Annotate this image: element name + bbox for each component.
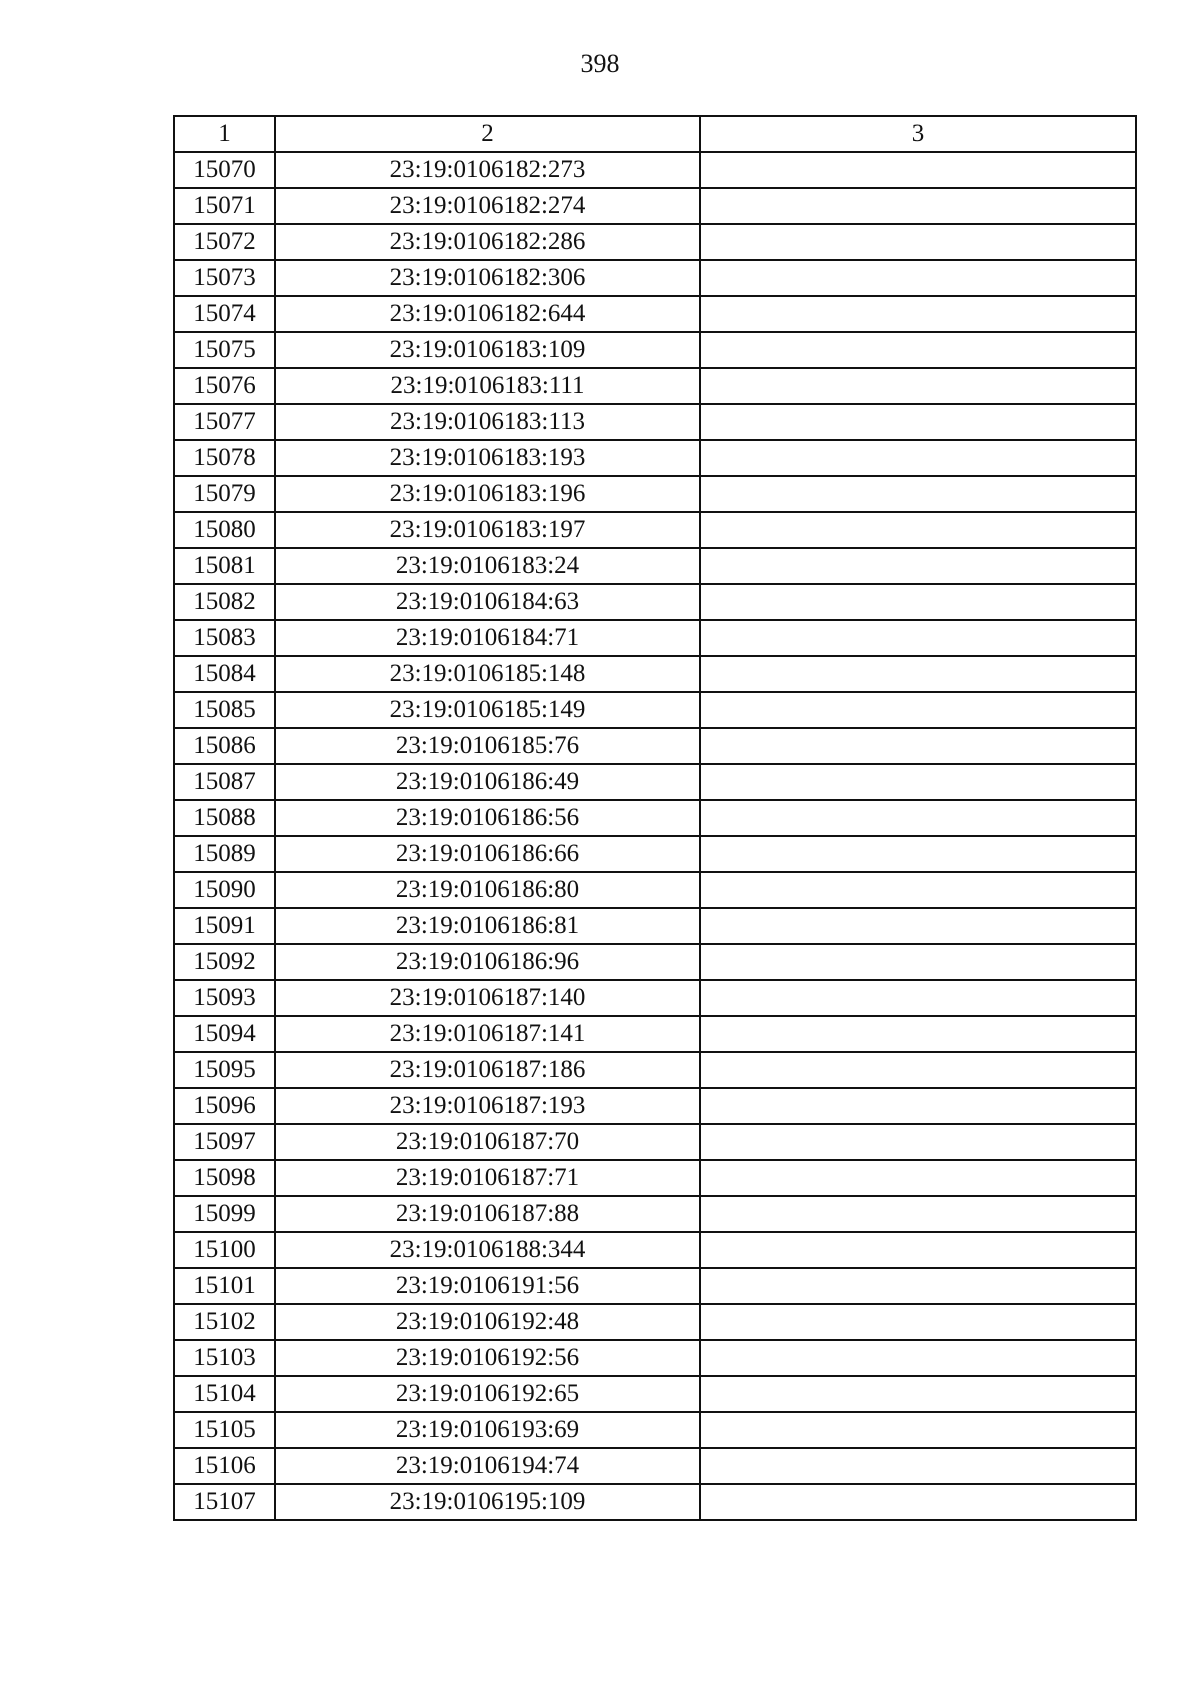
note-cell: [700, 224, 1136, 260]
row-number-cell: 15073: [174, 260, 275, 296]
cadastral-number-cell: 23:19:0106194:74: [275, 1448, 700, 1484]
table-row: [174, 368, 1136, 404]
note-cell: [700, 836, 1136, 872]
table-row: [174, 1196, 1136, 1232]
cadastral-number-cell: 23:19:0106182:274: [275, 188, 700, 224]
table-row: [174, 224, 1136, 260]
row-number-cell: 15101: [174, 1268, 275, 1304]
note-cell: [700, 512, 1136, 548]
note-cell: [700, 620, 1136, 656]
row-number-cell: 15079: [174, 476, 275, 512]
table-row: [174, 1376, 1136, 1412]
table-row: [174, 1448, 1136, 1484]
row-number-cell: 15084: [174, 656, 275, 692]
cadastral-number-cell: 23:19:0106187:186: [275, 1052, 700, 1088]
table-row: [174, 1304, 1136, 1340]
note-cell: [700, 728, 1136, 764]
cadastral-number-cell: 23:19:0106187:193: [275, 1088, 700, 1124]
cadastral-number-cell: 23:19:0106184:63: [275, 584, 700, 620]
table-row: [174, 188, 1136, 224]
cadastral-number-cell: 23:19:0106183:196: [275, 476, 700, 512]
note-cell: [700, 1124, 1136, 1160]
note-cell: [700, 800, 1136, 836]
note-cell: [700, 584, 1136, 620]
row-number-cell: 15082: [174, 584, 275, 620]
row-number-cell: 15078: [174, 440, 275, 476]
cadastral-number-cell: 23:19:0106182:286: [275, 224, 700, 260]
cadastral-number-cell: 23:19:0106187:70: [275, 1124, 700, 1160]
table-row: [174, 584, 1136, 620]
note-cell: [700, 332, 1136, 368]
row-number-cell: 15080: [174, 512, 275, 548]
note-cell: [700, 1088, 1136, 1124]
cadastral-number-cell: 23:19:0106182:644: [275, 296, 700, 332]
row-number-cell: 15070: [174, 152, 275, 188]
note-cell: [700, 656, 1136, 692]
row-number-cell: 15074: [174, 296, 275, 332]
table-row: [174, 620, 1136, 656]
table-row: [174, 1052, 1136, 1088]
note-cell: [700, 1196, 1136, 1232]
cadastral-number-cell: 23:19:0106183:113: [275, 404, 700, 440]
table-row: [174, 908, 1136, 944]
cadastral-number-cell: 23:19:0106186:80: [275, 872, 700, 908]
row-number-cell: 15097: [174, 1124, 275, 1160]
cadastral-number-cell: 23:19:0106186:56: [275, 800, 700, 836]
note-cell: [700, 1484, 1136, 1520]
row-number-cell: 15077: [174, 404, 275, 440]
page-number: 398: [580, 49, 620, 78]
note-cell: [700, 1268, 1136, 1304]
cadastral-number-cell: 23:19:0106186:49: [275, 764, 700, 800]
cadastral-number-cell: 23:19:0106186:66: [275, 836, 700, 872]
note-cell: [700, 872, 1136, 908]
note-cell: [700, 944, 1136, 980]
note-cell: [700, 1412, 1136, 1448]
table-row: [174, 1412, 1136, 1448]
cadastral-number-cell: 23:19:0106187:141: [275, 1016, 700, 1052]
note-cell: [700, 548, 1136, 584]
table-row: [174, 332, 1136, 368]
row-number-cell: 15100: [174, 1232, 275, 1268]
cadastral-number-cell: 23:19:0106192:48: [275, 1304, 700, 1340]
row-number-cell: 15089: [174, 836, 275, 872]
cadastral-number-cell: 23:19:0106195:109: [275, 1484, 700, 1520]
note-cell: [700, 476, 1136, 512]
cadastral-number-cell: 23:19:0106183:197: [275, 512, 700, 548]
note-cell: [700, 404, 1136, 440]
note-cell: [700, 1016, 1136, 1052]
table-row: [174, 836, 1136, 872]
note-cell: [700, 188, 1136, 224]
note-cell: [700, 1160, 1136, 1196]
table-row: [174, 944, 1136, 980]
table-header-row: [174, 116, 1136, 152]
note-cell: [700, 152, 1136, 188]
row-number-cell: 15095: [174, 1052, 275, 1088]
cadastral-number-cell: 23:19:0106192:56: [275, 1340, 700, 1376]
row-number-cell: 15096: [174, 1088, 275, 1124]
row-number-cell: 15105: [174, 1412, 275, 1448]
cadastral-table: [173, 115, 1137, 1521]
row-number-cell: 15085: [174, 692, 275, 728]
row-number-cell: 15076: [174, 368, 275, 404]
row-number-cell: 15102: [174, 1304, 275, 1340]
note-cell: [700, 1340, 1136, 1376]
table-row: [174, 296, 1136, 332]
table-row: [174, 1088, 1136, 1124]
row-number-cell: 15098: [174, 1160, 275, 1196]
table-row: [174, 1124, 1136, 1160]
table-row: [174, 1232, 1136, 1268]
table-row: [174, 404, 1136, 440]
table-row: [174, 1340, 1136, 1376]
table-row: [174, 692, 1136, 728]
cadastral-number-cell: 23:19:0106187:140: [275, 980, 700, 1016]
table-row: [174, 728, 1136, 764]
cadastral-number-cell: 23:19:0106183:24: [275, 548, 700, 584]
cadastral-number-cell: 23:19:0106182:306: [275, 260, 700, 296]
note-cell: [700, 1448, 1136, 1484]
column-header-2: 2: [275, 116, 700, 152]
cadastral-number-cell: 23:19:0106182:273: [275, 152, 700, 188]
table-row: [174, 1268, 1136, 1304]
row-number-cell: 15081: [174, 548, 275, 584]
note-cell: [700, 1052, 1136, 1088]
cadastral-number-cell: 23:19:0106185:149: [275, 692, 700, 728]
column-header-3: 3: [700, 116, 1136, 152]
note-cell: [700, 440, 1136, 476]
note-cell: [700, 260, 1136, 296]
table-row: [174, 872, 1136, 908]
cadastral-number-cell: 23:19:0106183:109: [275, 332, 700, 368]
table-row: [174, 800, 1136, 836]
row-number-cell: 15083: [174, 620, 275, 656]
row-number-cell: 15087: [174, 764, 275, 800]
table-row: [174, 440, 1136, 476]
row-number-cell: 15107: [174, 1484, 275, 1520]
table-row: [174, 1016, 1136, 1052]
cadastral-number-cell: 23:19:0106183:111: [275, 368, 700, 404]
table-row: [174, 512, 1136, 548]
row-number-cell: 15093: [174, 980, 275, 1016]
cadastral-number-cell: 23:19:0106193:69: [275, 1412, 700, 1448]
table-row: [174, 260, 1136, 296]
row-number-cell: 15104: [174, 1376, 275, 1412]
row-number-cell: 15092: [174, 944, 275, 980]
table-row: [174, 1160, 1136, 1196]
table-row: [174, 476, 1136, 512]
table-row: [174, 548, 1136, 584]
note-cell: [700, 296, 1136, 332]
cadastral-number-cell: 23:19:0106191:56: [275, 1268, 700, 1304]
row-number-cell: 15091: [174, 908, 275, 944]
row-number-cell: 15103: [174, 1340, 275, 1376]
table-body: [174, 152, 1136, 1520]
cadastral-number-cell: 23:19:0106183:193: [275, 440, 700, 476]
note-cell: [700, 980, 1136, 1016]
row-number-cell: 15075: [174, 332, 275, 368]
cadastral-number-cell: 23:19:0106184:71: [275, 620, 700, 656]
note-cell: [700, 908, 1136, 944]
table-row: [174, 764, 1136, 800]
cadastral-number-cell: 23:19:0106192:65: [275, 1376, 700, 1412]
row-number-cell: 15071: [174, 188, 275, 224]
cadastral-number-cell: 23:19:0106185:76: [275, 728, 700, 764]
row-number-cell: 15099: [174, 1196, 275, 1232]
row-number-cell: 15072: [174, 224, 275, 260]
note-cell: [700, 692, 1136, 728]
note-cell: [700, 1232, 1136, 1268]
cadastral-number-cell: 23:19:0106187:88: [275, 1196, 700, 1232]
cadastral-number-cell: 23:19:0106187:71: [275, 1160, 700, 1196]
note-cell: [700, 764, 1136, 800]
note-cell: [700, 1304, 1136, 1340]
note-cell: [700, 1376, 1136, 1412]
table-row: [174, 1484, 1136, 1520]
cadastral-number-cell: 23:19:0106186:96: [275, 944, 700, 980]
table-row: [174, 152, 1136, 188]
cadastral-number-cell: 23:19:0106185:148: [275, 656, 700, 692]
table-row: [174, 980, 1136, 1016]
row-number-cell: 15088: [174, 800, 275, 836]
cadastral-number-cell: 23:19:0106186:81: [275, 908, 700, 944]
column-header-1: 1: [174, 116, 275, 152]
row-number-cell: 15086: [174, 728, 275, 764]
table-row: [174, 656, 1136, 692]
cadastral-number-cell: 23:19:0106188:344: [275, 1232, 700, 1268]
row-number-cell: 15090: [174, 872, 275, 908]
note-cell: [700, 368, 1136, 404]
row-number-cell: 15106: [174, 1448, 275, 1484]
row-number-cell: 15094: [174, 1016, 275, 1052]
